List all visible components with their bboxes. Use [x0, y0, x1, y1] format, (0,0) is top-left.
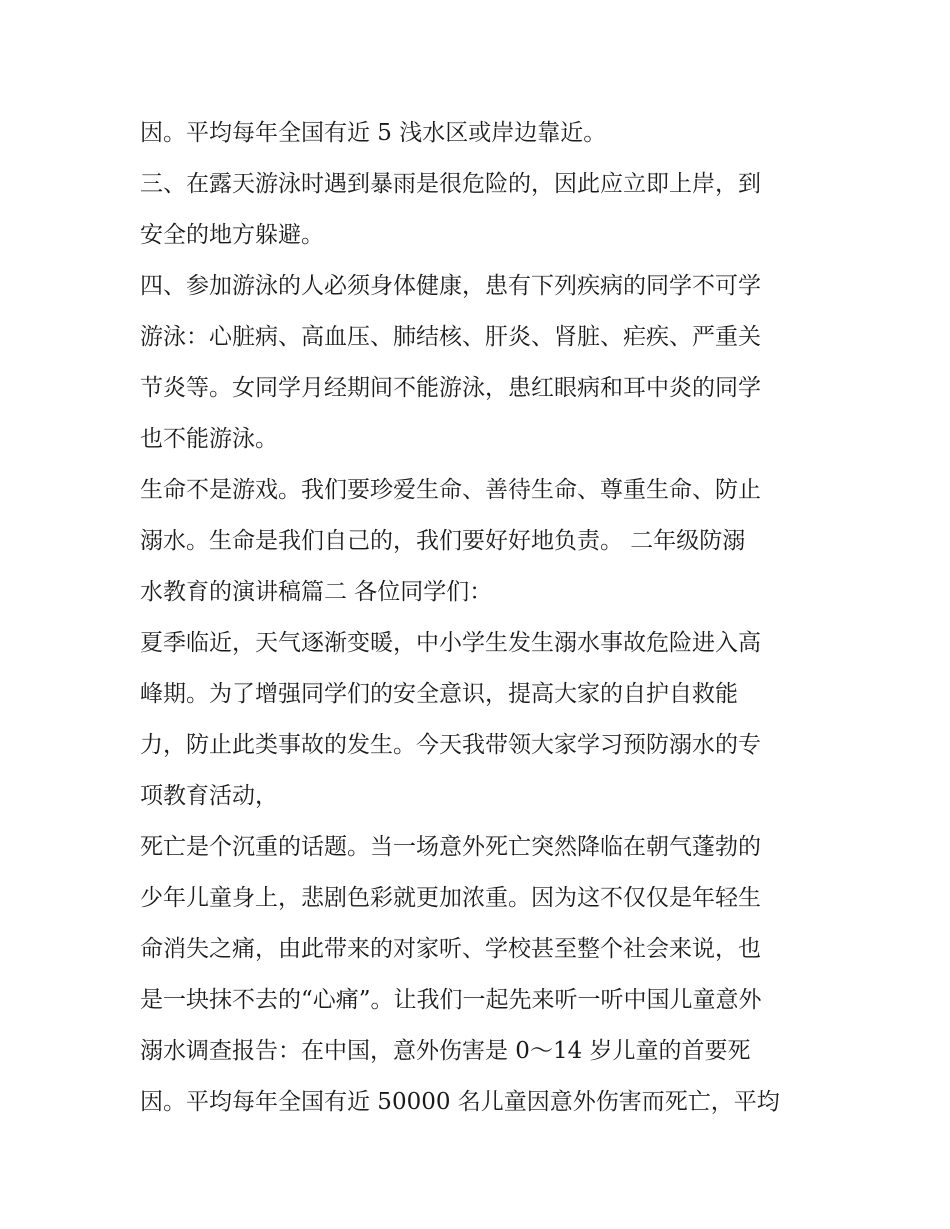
- text-line: 也不能游泳。: [140, 426, 278, 452]
- text-line: 溺水。生命是我们自己的，我们要好好地负责。 二年级防溺: [140, 528, 746, 554]
- text-line: 死亡是个沉重的话题。当一场意外死亡突然降临在朝气蓬勃的: [140, 834, 761, 860]
- text-line: 三、在露天游泳时遇到暴雨是很危险的，因此应立即上岸，到: [140, 171, 761, 197]
- text-line: 水教育的演讲稿篇二 各位同学们：: [140, 579, 493, 605]
- text-line: 项教育活动，: [140, 783, 278, 809]
- text-line: 溺水调查报告：在中国，意外伤害是 0～14 岁儿童的首要死: [140, 1038, 751, 1064]
- text-line: 四、参加游泳的人必须身体健康，患有下列疾病的同学不可学: [140, 273, 761, 299]
- text-line: 生命不是游戏。我们要珍爱生命、善待生命、尊重生命、防止: [140, 477, 761, 503]
- text-line: 安全的地方躲避。: [140, 222, 324, 248]
- text-line: 因。平均每年全国有近 5 浅水区或岸边靠近。: [140, 120, 607, 146]
- text-line: 力，防止此类事故的发生。今天我带领大家学习预防溺水的专: [140, 732, 761, 758]
- text-line: 游泳：心脏病、高血压、肺结核、肝炎、肾脏、疟疾、严重关: [140, 324, 761, 350]
- document-body: [140, 108, 820, 1128]
- text-line: 因。平均每年全国有近 50000 名儿童因意外伤害而死亡，平均: [140, 1089, 780, 1115]
- text-line: 少年儿童身上，悲剧色彩就更加浓重。因为这不仅仅是年轻生: [140, 885, 761, 911]
- text-line: 是一块抹不去的“心痛”。让我们一起先来听一听中国儿童意外: [140, 987, 762, 1013]
- text-line: 夏季临近，天气逐渐变暖，中小学生发生溺水事故危险进入高: [140, 630, 761, 656]
- text-line: 峰期。为了增强同学们的安全意识，提高大家的自护自救能: [140, 681, 738, 707]
- text-line: 节炎等。女同学月经期间不能游泳，患红眼病和耳中炎的同学: [140, 375, 761, 401]
- text-line: 命消失之痛，由此带来的对家听、学校甚至整个社会来说，也: [140, 936, 761, 962]
